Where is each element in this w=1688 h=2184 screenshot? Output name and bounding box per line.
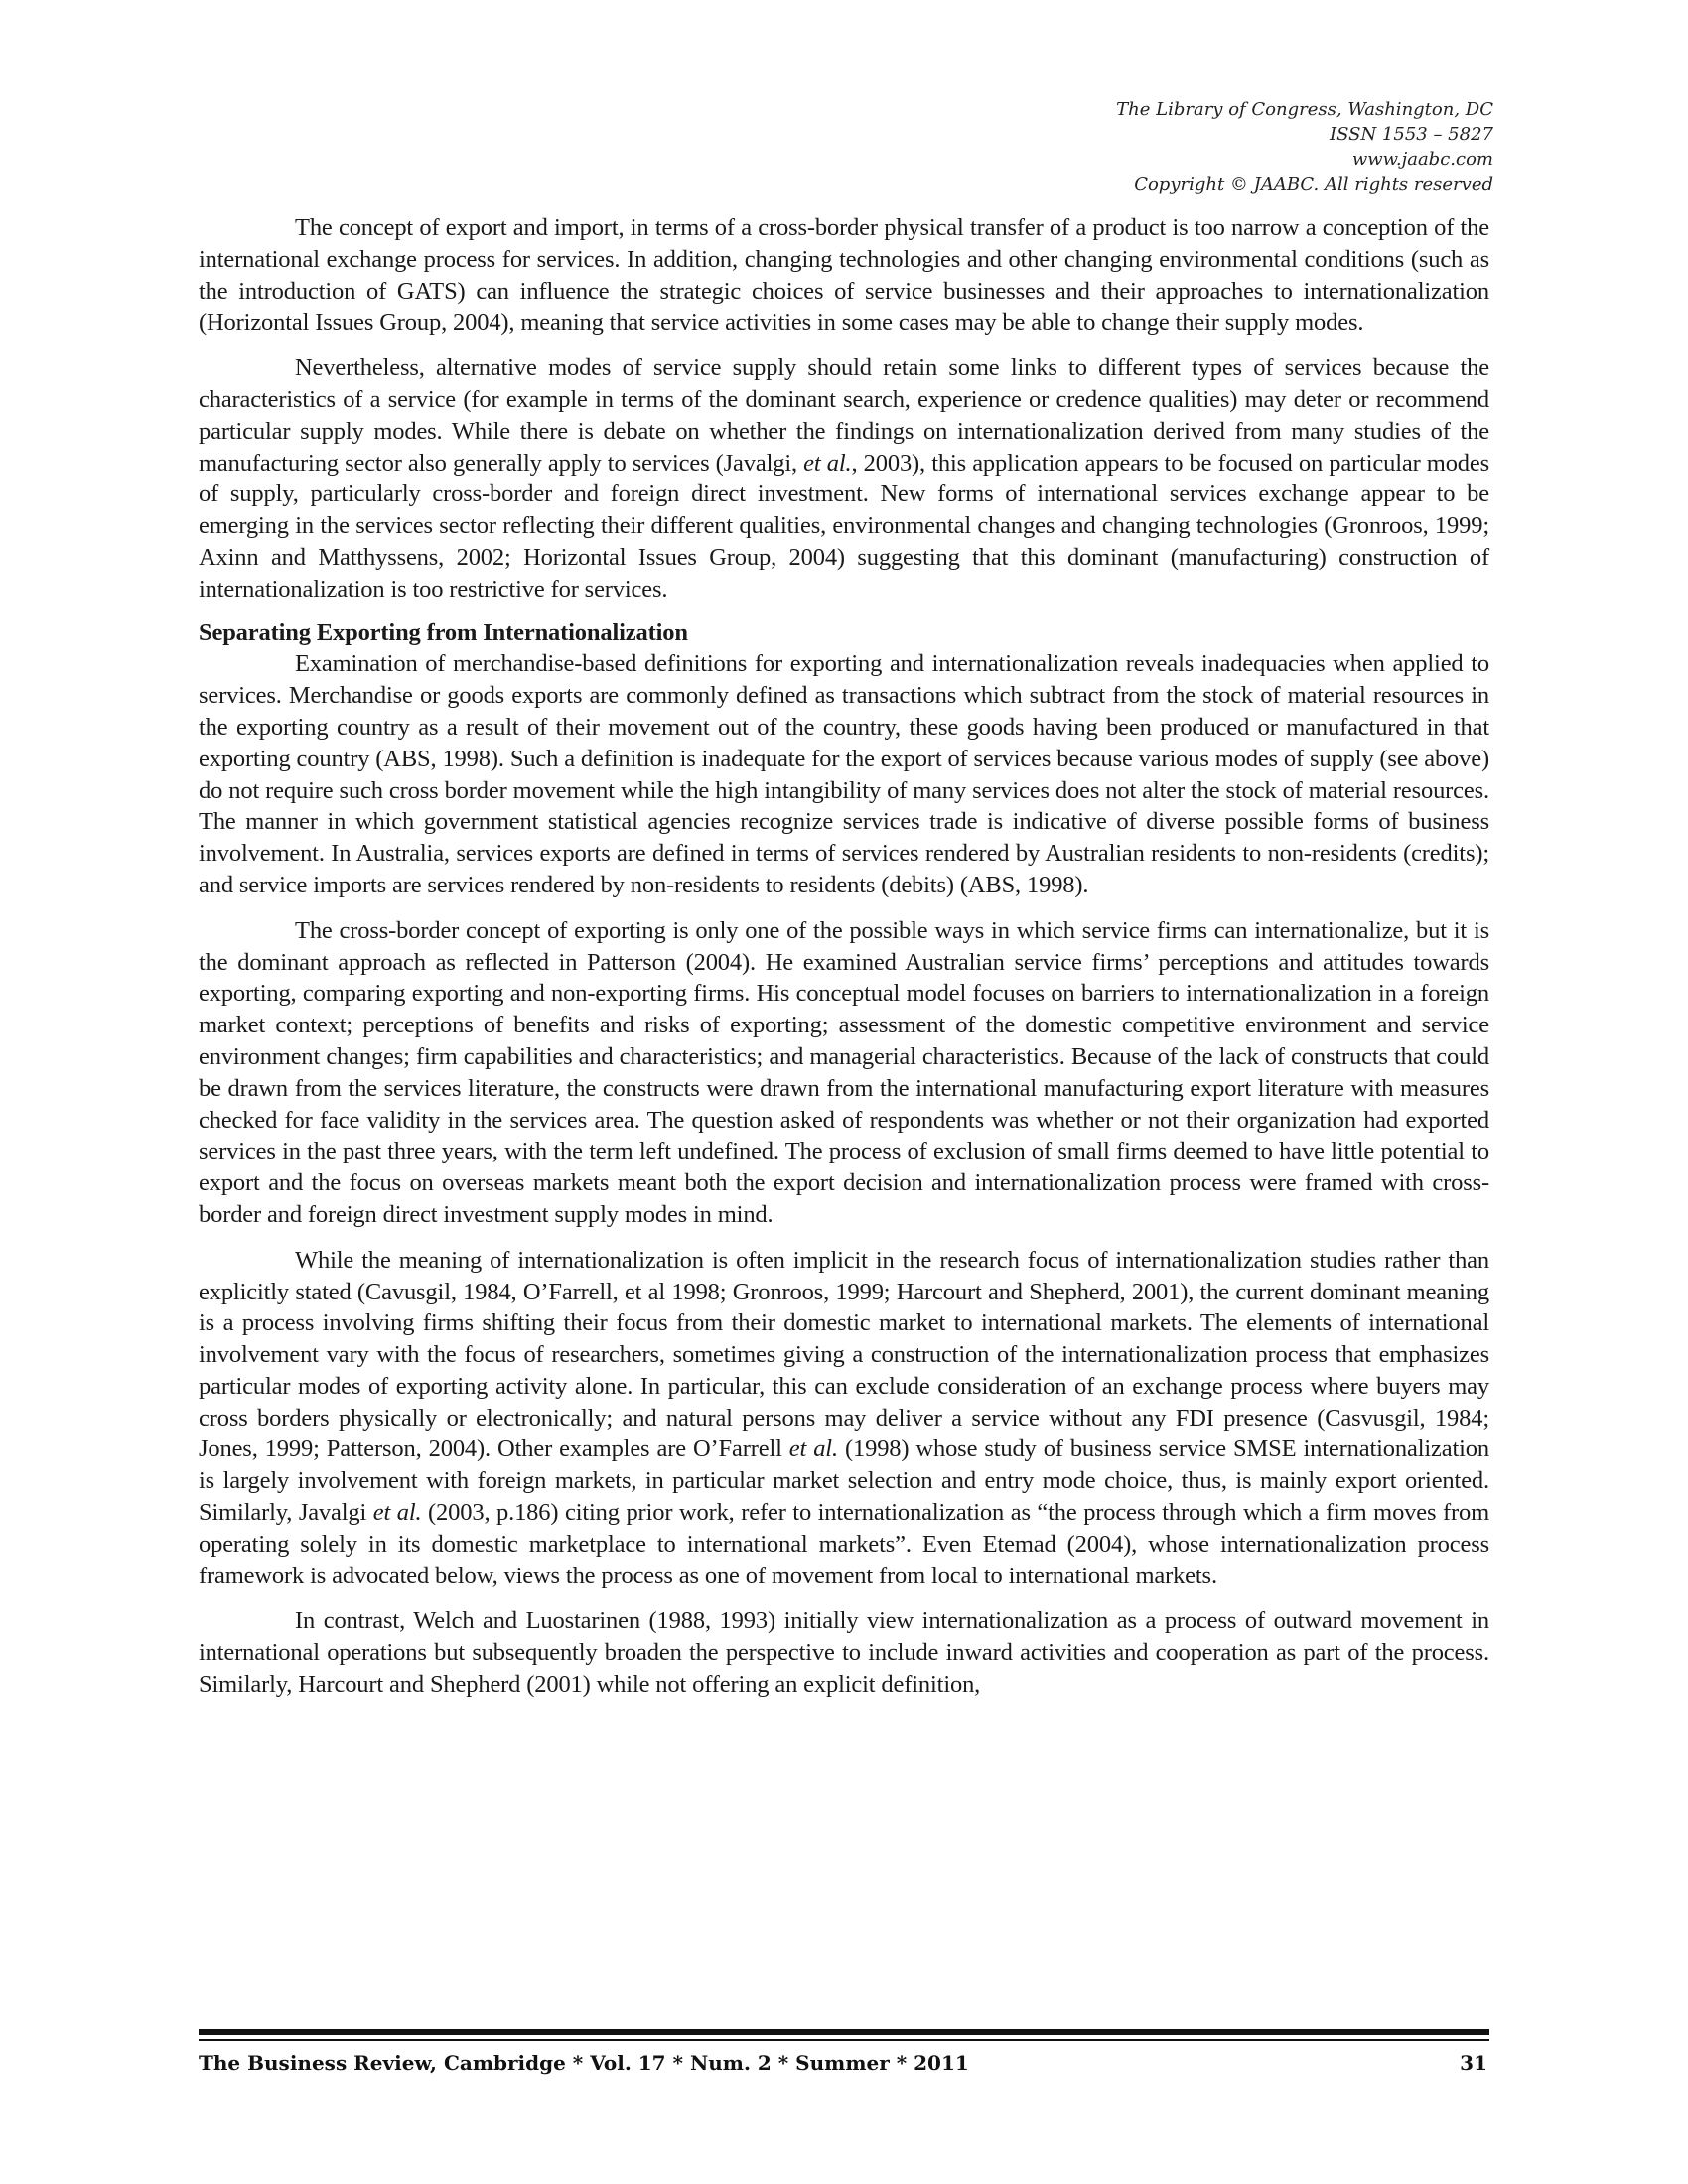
footer-rule-thin <box>199 2039 1489 2041</box>
paragraph-2 <box>199 352 1489 605</box>
paragraph-1: The concept of export and import, in terms of a cross-border physical transfer of a product is too narrow a conception of the international exchange process for services. In addition, changing technologies and other changing environmental conditions (such as the introduction of GATS) can influence the strategic choices of service businesses and their approaches to internationalization (Horizontal Issues Group, 2004), meaning that service activities in some cases may be able to change their supply modes. <box>199 214 1489 337</box>
page-header <box>1116 97 1493 197</box>
article-body <box>199 212 1489 1701</box>
footer-rule-thick <box>199 2029 1489 2035</box>
section-heading: Separating Exporting from Internationalization <box>199 618 688 646</box>
header-copyright: Copyright © JAABC. All rights reserved <box>1134 174 1493 195</box>
page-number: 31 <box>1460 2051 1487 2075</box>
paragraph-5-italic-2: et al. <box>372 1499 422 1527</box>
paragraph-6: In contrast, Welch and Luostarinen (1988, 1993) initially view internationalization as a process of outward movement in international operations but subsequently broaden the perspective to include inward activities and cooperation as part of the process. Similarly, Harcourt and Shepherd (2001) while not offering an explicit definition, <box>199 1607 1489 1699</box>
paragraph-5-text-b: (1998) whose study of business service SMSE internationalization is largely involvement with foreign markets, in particular market selection and entry mode choice, thus, is mainly export oriented. Similarly, Javalgi <box>199 1435 1489 1527</box>
paragraph-4: The cross-border concept of exporting is only one of the possible ways in which service firms can internationalize, but it is the dominant approach as reflected in Patterson (2004). He examined Australian service firms’ perceptions and attitudes towards exporting, comparing exporting and non-exporting firms. His conceptual model focuses on barriers to internationalization in a foreign market context; perceptions of benefits and risks of exporting; assessment of the domestic competitive environment and service environment changes; firm capabilities and characteristics; and managerial characteristics. Because of the lack of constructs that could be drawn from the services literature, the constructs were drawn from the international manufacturing export literature with measures checked for face validity in the services area. The question asked of respondents was whether or not their organization had exported services in the past three years, with the term left undefined. The process of exclusion of small firms deemed to have little potential to export and the focus on overseas markets meant both the export decision and internationalization process were framed with cross-border and foreign direct investment supply modes in mind. <box>199 916 1489 1228</box>
paragraph-3: Examination of merchandise-based definitions for exporting and internationalization reveals inadequacies when applied to services. Merchandise or goods exports are commonly defined as transactions which subtract from the stock of material resources in the exporting country as a result of their movement out of the country, these goods having been produced or manufactured in that exporting country (ABS, 1998). Such a definition is inadequate for the export of services because various modes of supply (see above) do not require such cross border movement while the high intangibility of many services does not alter the stock of material resources. The manner in which government statistical agencies recognize services trade is indicative of diverse possible forms of business involvement. In Australia, services exports are defined in terms of services rendered by Australian residents to non-residents (credits); and service imports are services rendered by non-residents to residents (debits) (ABS, 1998). <box>199 650 1489 898</box>
paragraph-2-text-a: Nevertheless, alternative modes of service supply should retain some links to different types of services because the characteristics of a service (for example in terms of the dominant search, experience or credence qualities) may deter or recommend particular supply modes. While there is debate on whether the findings on internationalization derived from many studies of the manufacturing sector also generally apply to services (Javalgi, <box>199 354 1489 477</box>
paragraph-5-text-a: While the meaning of internationalization is often implicit in the research focus of internationalization studies rather than explicitly stated (Cavusgil, 1984, O’Farrell, et al 1998; Gronroos, 1999; Harcourt and Shepherd, 2001), the current dominant meaning is a process involving firms shifting their focus from their domestic market to international markets. The elements of international involvement vary with the focus of researchers, sometimes giving a construction of the internationalization process that emphasizes particular modes of exporting activity alone. In particular, this can exclude consideration of an exchange process where buyers may cross borders physically or electronically; and natural persons may deliver a service without any FDI presence (Casvusgil, 1984; Jones, 1999; Patterson, 2004). Other examples are O’Farrell <box>199 1246 1489 1463</box>
header-website: www.jaabc.com <box>1351 149 1493 170</box>
paragraph-5 <box>199 1245 1489 1592</box>
header-issn: ISSN 1553 – 5827 <box>1330 124 1493 145</box>
paragraph-5-text-c: (2003, p.186) citing prior work, refer to internationalization as “the process through which a firm moves from operating solely in its domestic marketplace to international markets”. Even Etemad (2004), whose internationalization process framework is advocated below, views the process as one of movement from local to international markets. <box>199 1499 1489 1589</box>
paragraph-5-italic-1: et al. <box>788 1435 838 1463</box>
paragraph-2-italic: et al. <box>803 449 852 477</box>
footer-journal-info: The Business Review, Cambridge * Vol. 17 * Num. 2 * Summer * 2011 <box>199 2051 969 2075</box>
paragraph-2-text-b: , 2003), this application appears to be focused on particular modes of supply, particularly cross-border and foreign direct investment. New forms of international services exchange appear to be emerging in the services sector reflecting their different qualities, environmental changes and changing technologies (Gronroos, 1999; Axinn and Matthyssens, 2002; Horizontal Issues Group, 2004) suggesting that this dominant (manufacturing) construction of internationalization is too restrictive for services. <box>199 449 1490 603</box>
header-library: The Library of Congress, Washington, DC <box>1116 99 1493 120</box>
